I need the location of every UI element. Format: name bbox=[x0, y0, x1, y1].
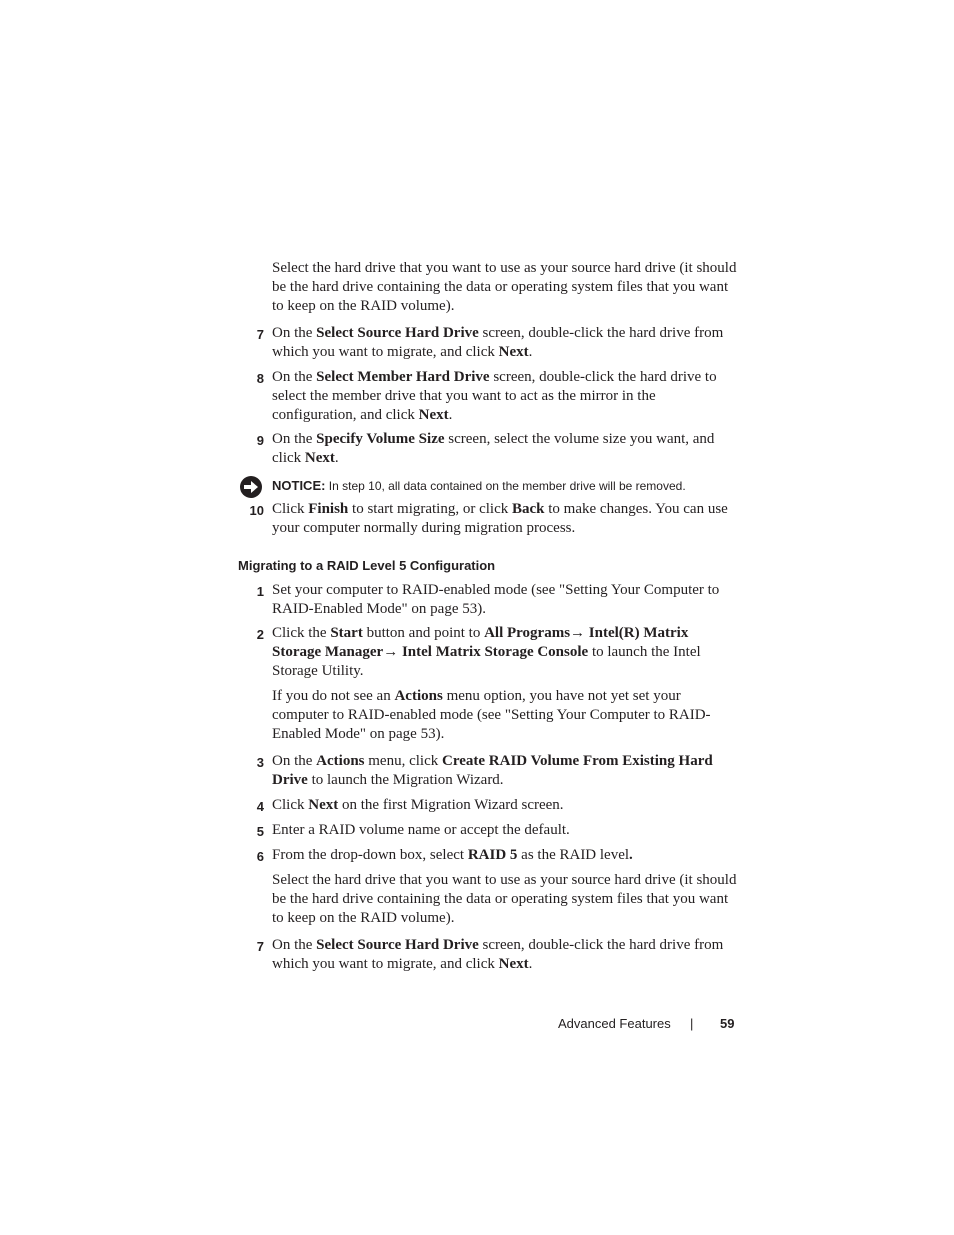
ui-term: Next bbox=[498, 344, 529, 360]
step-text: Click Next on the first Migration Wizard screen. bbox=[272, 797, 564, 813]
notice-text: In step 10, all data contained on the member drive will be removed. bbox=[325, 479, 686, 493]
step-number: 8 bbox=[256, 371, 264, 386]
raid5-step-6 bbox=[256, 846, 738, 865]
step-number: 7 bbox=[256, 939, 264, 954]
raid5-step-2-note: If you do not see an Actions menu option, you have not yet set your computer to RAID-enabled mode (see "Setting Your Computer to RAID-Enabled Mode" on page 53). bbox=[272, 688, 711, 742]
step-7-select-source bbox=[256, 324, 738, 362]
step-10-finish bbox=[249, 500, 738, 538]
step-text: On the Actions menu, click Create RAID Volume From Existing Hard Drive to launch the Migration Wizard. bbox=[272, 753, 713, 788]
step-number: 1 bbox=[256, 584, 264, 599]
ui-term: Create RAID Volume From Existing Hard Drive bbox=[272, 753, 713, 788]
ui-term: Select Source Hard Drive bbox=[316, 937, 479, 953]
step-text: Set your computer to RAID-enabled mode (see "Setting Your Computer to RAID-Enabled Mode" on page 53). bbox=[272, 582, 720, 617]
ui-term: Actions bbox=[316, 753, 365, 769]
ui-term: Select Source Hard Drive bbox=[316, 325, 479, 341]
notice-callout bbox=[272, 477, 742, 495]
notice-arrow-icon bbox=[239, 475, 263, 499]
step-number: 2 bbox=[256, 627, 264, 642]
ui-term: Next bbox=[304, 450, 335, 466]
footer-section-title: Advanced Features bbox=[558, 1016, 671, 1031]
step-number: 7 bbox=[256, 327, 264, 342]
intro-paragraph: Select the hard drive that you want to use as your source hard drive (it should be the hard drive containing the data or operating system files that you want to keep on the RAID volume). bbox=[272, 260, 737, 314]
step-number: 10 bbox=[249, 503, 264, 518]
step-number: 4 bbox=[256, 799, 264, 814]
ui-term: Finish bbox=[308, 501, 349, 517]
step-9-volume-size bbox=[256, 430, 738, 468]
step-text: From the drop-down box, select RAID 5 as the RAID level. bbox=[272, 847, 633, 863]
step-text: On the Select Source Hard Drive screen, double-click the hard drive from which you want to migrate, and click Next. bbox=[272, 325, 724, 360]
step-8-select-member bbox=[256, 368, 738, 425]
ui-term: Next bbox=[308, 797, 339, 813]
step-text: On the Select Member Hard Drive screen, double-click the hard drive to select the member drive that you want to act as the mirror in the configuration, and click Next. bbox=[272, 369, 717, 423]
raid5-step-4 bbox=[256, 796, 738, 815]
ui-term: Next bbox=[498, 956, 529, 972]
ui-term: Select Member Hard Drive bbox=[316, 369, 490, 385]
ui-term: All Programs bbox=[484, 625, 571, 641]
footer-separator: | bbox=[690, 1016, 694, 1031]
ui-term: Intel Matrix Storage Console bbox=[398, 644, 589, 660]
arrow-right-icon: → bbox=[383, 644, 399, 660]
raid5-step-6-note: Select the hard drive that you want to use as your source hard drive (it should be the hard drive containing the data or operating system files that you want to keep on the RAID volume). bbox=[272, 872, 737, 926]
page-number: 59 bbox=[720, 1016, 735, 1031]
step-number: 5 bbox=[256, 824, 264, 839]
step-number: 6 bbox=[256, 849, 264, 864]
ui-term: Intel(R) Matrix Storage Manager bbox=[272, 625, 689, 660]
raid5-step-3 bbox=[256, 752, 738, 790]
step-text: Click the Start button and point to All Programs→ Intel(R) Matrix Storage Manager→ Intel Matrix Storage Console to launch the Intel Storage Utility. bbox=[272, 625, 701, 679]
step-number: 3 bbox=[256, 755, 264, 770]
ui-term: Specify Volume Size bbox=[316, 431, 445, 447]
step-text: Click Finish to start migrating, or click Back to make changes. You can use your computer normally during migration process. bbox=[272, 501, 728, 536]
step-number: 9 bbox=[256, 433, 264, 448]
step-text: Enter a RAID volume name or accept the default. bbox=[272, 822, 570, 838]
ui-term: Actions bbox=[394, 688, 443, 704]
step-text: On the Specify Volume Size screen, select the volume size you want, and click Next. bbox=[272, 431, 715, 466]
raid5-step-5 bbox=[256, 821, 738, 840]
raid5-step-7 bbox=[256, 936, 738, 974]
arrow-right-icon: → bbox=[570, 625, 586, 641]
step-text: On the Select Source Hard Drive screen, double-click the hard drive from which you want to migrate, and click Next. bbox=[272, 937, 724, 972]
ui-term: Start bbox=[330, 625, 363, 641]
section-heading: Migrating to a RAID Level 5 Configuration bbox=[238, 558, 496, 573]
ui-term: Back bbox=[512, 501, 545, 517]
notice-label: NOTICE: bbox=[272, 478, 326, 493]
ui-term: Next bbox=[418, 407, 449, 423]
raid5-step-2 bbox=[256, 624, 738, 681]
ui-term: RAID 5 bbox=[467, 847, 518, 863]
raid5-step-1 bbox=[256, 581, 738, 619]
